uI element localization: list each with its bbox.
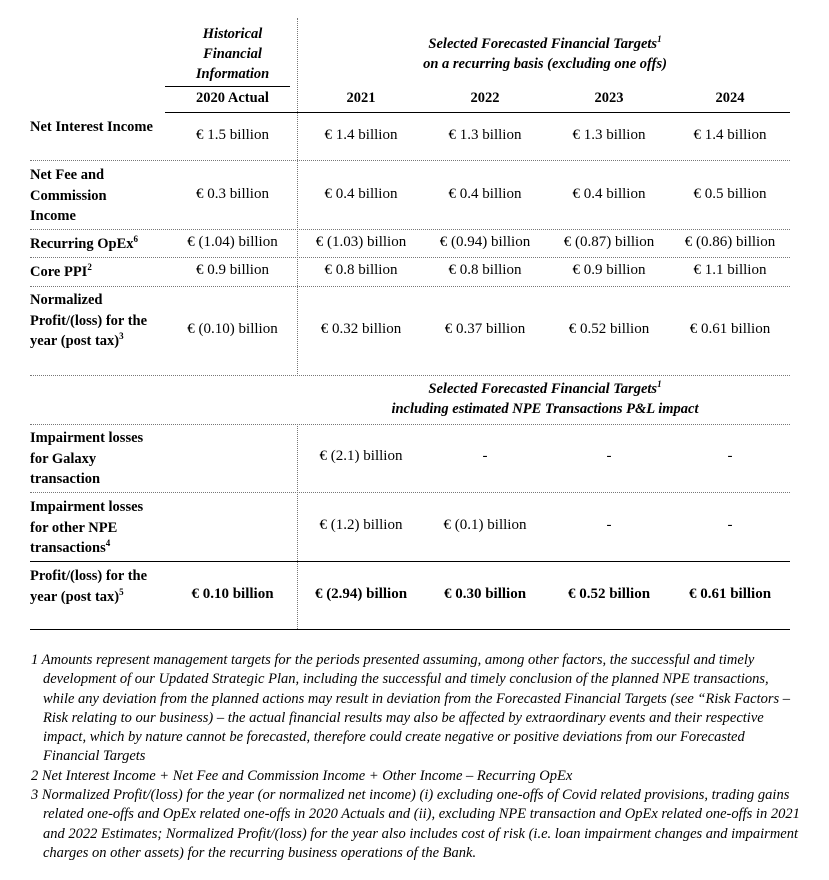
cell-nfc-2022: € 0.4 billion <box>448 186 522 202</box>
header-rule-historical <box>165 86 290 87</box>
row-divider <box>30 424 790 425</box>
column-divider-top <box>297 18 298 376</box>
column-divider-bottom <box>297 424 298 629</box>
cell-othernpe-2023: - <box>606 517 612 533</box>
footnote-2: 2 Net Interest Income + Net Fee and Commission Income + Other Income – Recurring OpEx <box>31 767 573 784</box>
footnote-ref: 2 <box>87 262 92 273</box>
cell-galaxy-2023: - <box>606 448 612 464</box>
cell-profit-2022: € 0.30 billion <box>443 586 527 602</box>
col-header-2022: 2022 <box>470 90 500 106</box>
forecast-subtitle: including estimated NPE Transactions P&L impact <box>391 401 699 417</box>
cell-ppi-2020: € 0.9 billion <box>196 262 269 278</box>
cell-nii-2020: € 1.5 billion <box>196 127 269 143</box>
cell-profit-2021: € (2.94) billion <box>314 586 408 602</box>
row-divider <box>30 286 790 287</box>
row-divider <box>30 492 790 493</box>
row-label-net-interest-income: Net Interest Income <box>30 119 153 135</box>
cell-nii-2022: € 1.3 billion <box>448 127 522 143</box>
cell-nii-2021: € 1.4 billion <box>324 127 398 143</box>
cell-opex-2022: € (0.94) billion <box>439 234 531 250</box>
cell-opex-2021: € (1.03) billion <box>315 234 407 250</box>
footnote-ref: 3 <box>119 331 124 342</box>
row-divider <box>30 257 790 258</box>
cell-nfc-2021: € 0.4 billion <box>324 186 398 202</box>
cell-nii-2023: € 1.3 billion <box>572 127 646 143</box>
cell-normprofit-2020: € (0.10) billion <box>187 321 278 337</box>
row-label-recurring-opex <box>30 234 180 255</box>
row-label-galaxy-impairment: Impairment losses for Galaxy transaction <box>30 430 144 487</box>
cell-ppi-2024: € 1.1 billion <box>693 262 767 278</box>
row-divider <box>30 561 790 562</box>
cell-opex-2023: € (0.87) billion <box>563 234 655 250</box>
footnote-ref: 1 <box>657 379 662 390</box>
cell-opex-2020: € (1.04) billion <box>187 234 278 250</box>
forecast-title: Selected Forecasted Financial Targets <box>428 36 658 52</box>
cell-nfc-2020: € 0.3 billion <box>196 186 269 202</box>
cell-galaxy-2022: - <box>482 448 488 464</box>
cell-normprofit-2023: € 0.52 billion <box>568 321 650 337</box>
row-divider <box>30 229 790 230</box>
forecast-subtitle: on a recurring basis (excluding one offs) <box>423 56 667 72</box>
cell-opex-2024: € (0.86) billion <box>684 234 776 250</box>
header-bottom-rule <box>165 112 790 113</box>
col-header-2020-actual: 2020 Actual <box>196 90 269 106</box>
footnote-ref: 4 <box>105 538 111 549</box>
footnote-ref: 5 <box>119 586 124 597</box>
cell-ppi-2023: € 0.9 billion <box>572 262 646 278</box>
cell-othernpe-2022: € (0.1) billion <box>443 517 527 533</box>
row-divider <box>30 160 790 161</box>
row-label-core-ppi <box>30 262 165 283</box>
row-label-text: Recurring OpEx <box>30 236 134 252</box>
cell-nii-2024: € 1.4 billion <box>693 127 767 143</box>
forecast-header-npe <box>300 379 790 419</box>
row-label-text: Core PPI <box>30 264 88 280</box>
col-header-2023: 2023 <box>594 90 624 106</box>
row-label-net-fee-commission: Net Fee and Commission Income <box>30 167 107 224</box>
footnote-ref: 6 <box>133 234 139 245</box>
forecast-title: Selected Forecasted Financial Targets <box>428 381 658 397</box>
cell-normprofit-2022: € 0.37 billion <box>444 321 526 337</box>
row-divider <box>30 375 790 376</box>
row-label-text: Normalized Profit/(loss) for the year (post tax) <box>30 292 148 349</box>
historical-info-header: Historical Financial Information <box>195 26 270 82</box>
footnotes <box>31 651 801 876</box>
forecast-header-recurring <box>300 34 790 74</box>
cell-othernpe-2021: € (1.2) billion <box>319 517 403 533</box>
footnote-ref: 1 <box>657 34 662 45</box>
cell-normprofit-2021: € 0.32 billion <box>320 321 402 337</box>
col-header-2024: 2024 <box>715 90 745 106</box>
row-label-other-npe-impairment <box>30 497 165 559</box>
row-label-profit <box>30 566 160 607</box>
cell-nfc-2024: € 0.5 billion <box>693 186 767 202</box>
footnote-1: 1 Amounts represent management targets for the periods presented assuming, among other factors, the successful and timely development of our Updated Strategic Plan, including the successful and timely conclusion of the planned NPE transactions, while any deviation from the planned actions may result in deviation from the Forecasted Financial Targets (see “Risk Factors – Risk relating to our business) – the actual financial results may also be affected by extraordinary events and their respective impact, which by nature cannot be forecasted, therefore could create negative or positive deviations from our Forecasted Financial Targets <box>31 652 791 765</box>
cell-profit-2024: € 0.61 billion <box>688 586 772 602</box>
cell-normprofit-2024: € 0.61 billion <box>689 321 771 337</box>
cell-profit-2020: € 0.10 billion <box>191 586 274 602</box>
row-label-text: Profit/(loss) for the year (post tax) <box>30 568 148 605</box>
row-label-normalized-profit <box>30 290 160 352</box>
footnote-3: 3 Normalized Profit/(loss) for the year (or normalized net income) (i) excluding one-offs of Covid related provisions, trading gains related one-offs and OpEx related one-offs in 2020 Actuals and (ii), excluding NPE transaction and OpEx related one-offs in 2021 and 2022 Estimates; Normalized Profit/(loss) for the year also includes cost of risk (i.e. loan impairment changes and impairment charges on other assets) for the recurring business operations of the Bank. <box>31 787 800 861</box>
cell-galaxy-2024: - <box>727 448 733 464</box>
cell-ppi-2022: € 0.8 billion <box>448 262 522 278</box>
row-label-text: Impairment losses for other NPE transactions <box>30 499 144 556</box>
cell-nfc-2023: € 0.4 billion <box>572 186 646 202</box>
cell-ppi-2021: € 0.8 billion <box>324 262 398 278</box>
table-bottom-rule <box>30 629 790 630</box>
cell-profit-2023: € 0.52 billion <box>567 586 651 602</box>
cell-othernpe-2024: - <box>727 517 733 533</box>
col-header-2021: 2021 <box>346 90 376 106</box>
cell-galaxy-2021: € (2.1) billion <box>319 448 403 464</box>
